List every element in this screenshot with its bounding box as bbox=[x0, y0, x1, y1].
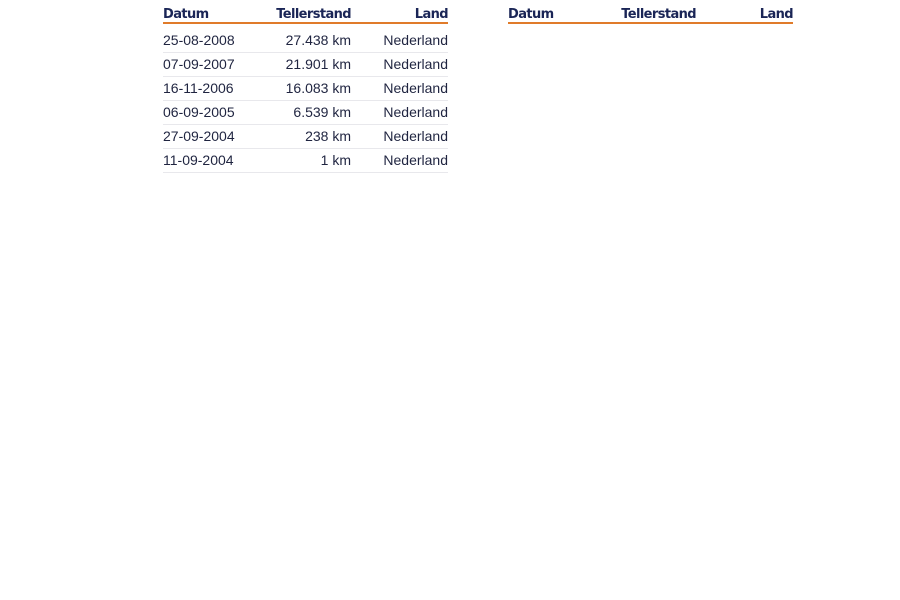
table-row bbox=[163, 125, 448, 149]
cell-odometer: 6.539 km bbox=[263, 101, 351, 125]
odometer-history-table-empty bbox=[508, 6, 793, 24]
cell-country: Nederland bbox=[351, 149, 448, 173]
column-header-country[interactable]: Land bbox=[696, 6, 793, 23]
column-header-date[interactable]: Datum bbox=[508, 6, 608, 23]
column-header-date[interactable]: Datum bbox=[163, 6, 263, 23]
odometer-history-table bbox=[163, 6, 448, 173]
table-row bbox=[163, 77, 448, 101]
cell-country: Nederland bbox=[351, 101, 448, 125]
cell-country: Nederland bbox=[351, 53, 448, 77]
cell-odometer: 16.083 km bbox=[263, 77, 351, 101]
table-header-row bbox=[508, 6, 793, 23]
cell-date: 06-09-2005 bbox=[163, 101, 263, 125]
cell-odometer: 21.901 km bbox=[263, 53, 351, 77]
cell-date: 07-09-2007 bbox=[163, 53, 263, 77]
table-header-row bbox=[163, 6, 448, 23]
cell-country: Nederland bbox=[351, 125, 448, 149]
cell-odometer: 238 km bbox=[263, 125, 351, 149]
cell-odometer: 27.438 km bbox=[263, 29, 351, 53]
column-header-odometer[interactable]: Tellerstand bbox=[263, 6, 351, 23]
table-row bbox=[163, 53, 448, 77]
cell-date: 11-09-2004 bbox=[163, 149, 263, 173]
cell-date: 27-09-2004 bbox=[163, 125, 263, 149]
table-row bbox=[163, 29, 448, 53]
table-row bbox=[163, 101, 448, 125]
column-header-country[interactable]: Land bbox=[351, 6, 448, 23]
cell-country: Nederland bbox=[351, 77, 448, 101]
cell-date: 16-11-2006 bbox=[163, 77, 263, 101]
table-row bbox=[163, 149, 448, 173]
cell-odometer: 1 km bbox=[263, 149, 351, 173]
cell-country: Nederland bbox=[351, 29, 448, 53]
cell-date: 25-08-2008 bbox=[163, 29, 263, 53]
column-header-odometer[interactable]: Tellerstand bbox=[608, 6, 696, 23]
